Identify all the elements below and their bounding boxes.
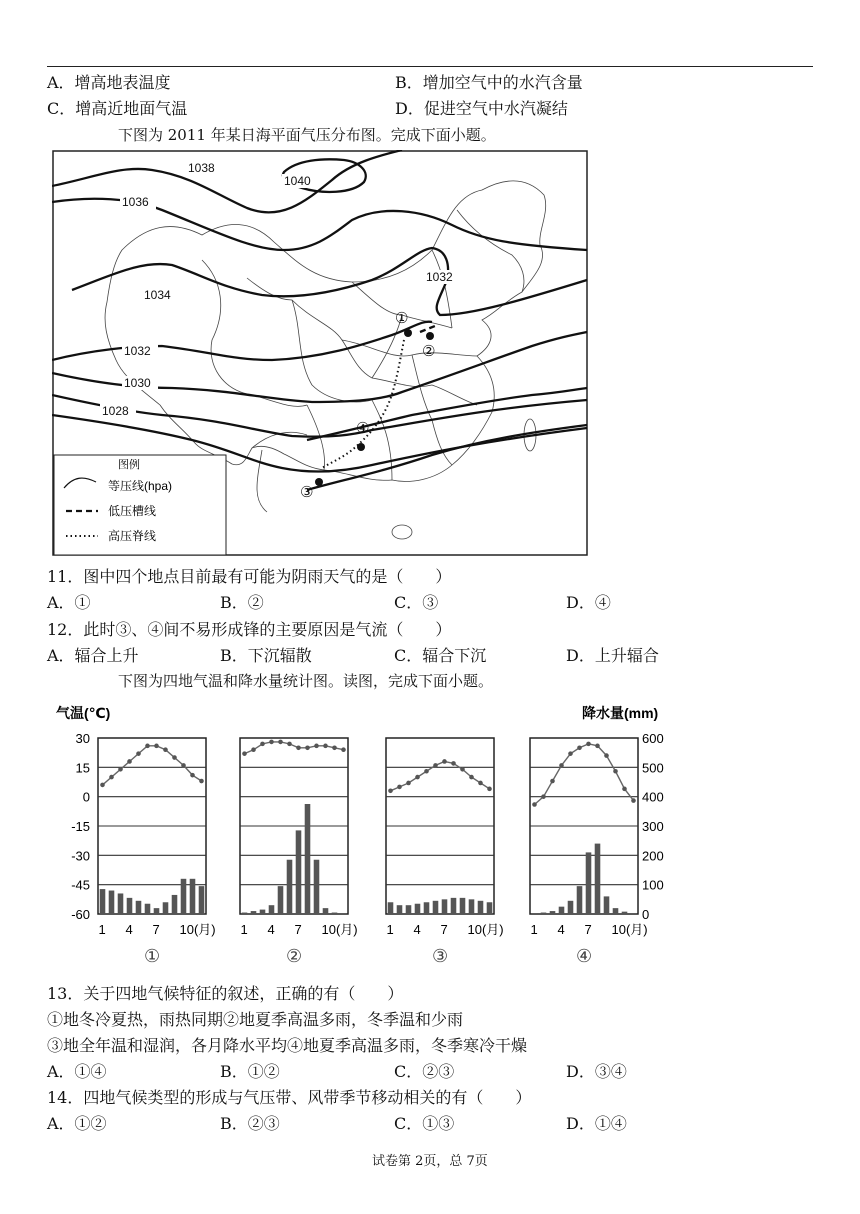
temp-point [388,789,393,794]
q13-option-d: D．③④ [566,1062,627,1081]
precip-bar [323,908,329,914]
temp-point [251,747,256,752]
temp-point [541,794,546,799]
q13-line1: ①地冬冷夏热，雨热同期②地夏季高温多雨，冬季温和少雨 [47,1010,464,1029]
precip-bar [442,899,448,914]
legend-trough-label: 低压槽线 [108,504,157,518]
q13-option-b: B．①② [220,1062,280,1081]
precip-bar [314,860,320,914]
precip-bar [559,907,565,914]
precip-bar [118,893,124,914]
precip-bar [433,901,439,914]
point-1-label: ① [395,310,409,327]
precip-bar [541,913,547,914]
climate-intro: 下图为四地气温和降水量统计图。读图，完成下面小题。 [118,672,494,690]
temp-point [323,744,328,749]
temp-point [478,781,483,786]
temp-point [136,751,141,756]
q14-option-a: A．①② [47,1114,107,1133]
precip-axis-label: 降水量(mm) [582,705,659,721]
map-intro: 下图为 2011 年某日海平面气压分布图。完成下面小题。 [118,126,496,144]
temp-point [451,761,456,766]
climate-panel-4 [530,738,648,966]
temp-point [314,744,319,749]
q12-option-c: C．辐合下沉 [394,646,487,665]
precip-bar [287,860,293,914]
precip-tick-label: 600 [642,731,664,746]
precip-bar [163,902,169,914]
precip-bar [127,898,133,914]
temp-point [127,759,132,764]
precip-bar [487,902,493,914]
temp-point [341,747,346,752]
header-rule [47,66,813,67]
precip-bar [550,911,556,914]
isobar-label-1030: 1030 [124,376,151,390]
precip-bar [424,902,430,914]
precip-bar [478,901,484,914]
x-tick-label: 10(月) [321,922,358,937]
isobar-label-1032-east: 1032 [426,270,453,284]
q14-option-c: C．①③ [394,1114,455,1133]
temp-point [269,740,274,745]
precip-bar [145,904,151,914]
temp-point [278,740,283,745]
q14-option-b: B．②③ [220,1114,280,1133]
precip-bar [181,879,187,914]
climate-panel-3 [386,738,504,966]
panel-label: ④ [576,946,593,966]
point-1-marker [404,329,412,337]
temp-point [631,798,636,803]
point-3-label: ③ [300,484,314,501]
precip-bar [269,905,275,914]
q11-option-b: B．② [220,593,264,612]
map-legend [54,455,226,555]
temp-point [577,745,582,750]
q12-option-b: B．下沉辐散 [220,646,312,665]
temp-point [568,751,573,756]
isobar-label-1040: 1040 [284,174,311,188]
precip-bar [613,908,619,914]
x-tick-label: 1 [530,922,538,937]
q11-option-c: C．③ [394,593,439,612]
precip-tick-label: 400 [642,789,664,805]
precip-bar [577,886,583,914]
temp-point [433,763,438,768]
precip-bar [568,901,574,914]
temp-tick-label: -60 [71,907,90,922]
precip-bar [136,901,142,914]
q13-stem: 13．关于四地气候特征的叙述，正确的有（ ） [47,984,404,1003]
q10-option-b: B．增加空气中的水汽含量 [395,73,583,92]
isobar-label-1028: 1028 [102,404,129,418]
temp-point [199,779,204,784]
precip-bar [631,913,637,914]
precip-bar [100,889,106,914]
q11-stem: 11．图中四个地点目前最有可能为阴雨天气的是（ ） [47,567,452,586]
precip-bar [190,879,196,914]
temp-point [595,744,600,749]
temp-point [559,763,564,768]
point-4-label: ④ [356,420,370,437]
q13-option-a: A．①④ [47,1062,107,1081]
temp-point [550,779,555,784]
temp-point [163,747,168,752]
isobar-label-1036: 1036 [122,195,149,209]
precip-bar [296,830,302,914]
panel-label: ② [286,946,303,966]
temp-point [172,755,177,760]
temp-point [181,763,186,768]
isobar-label-1032-west: 1032 [124,344,151,358]
temp-point [296,745,301,750]
temp-tick-label: -45 [71,877,90,893]
q14-option-d: D．①④ [566,1114,627,1133]
precip-tick-label: 100 [642,877,664,893]
point-3-marker [315,478,323,486]
isobar-label-1034: 1034 [144,288,171,302]
legend-title: 图例 [118,459,140,471]
x-tick-label: 1 [240,922,248,937]
temp-point [305,745,310,750]
temp-tick-label: 30 [75,731,90,746]
x-tick-label: 10(月) [611,922,648,937]
temp-point [154,744,159,749]
temp-point [469,775,474,780]
point-4-marker [357,443,365,451]
point-2-label: ② [422,343,436,360]
q12-stem: 12．此时③、④间不易形成锋的主要原因是气流（ ） [47,620,452,639]
q11-option-d: D．④ [566,593,611,612]
x-tick-label: 1 [98,922,106,937]
legend-isobar-label: 等压线(hpa) [108,479,173,493]
q12-option-d: D．上升辐合 [566,646,659,665]
precip-tick-label: 300 [642,819,664,834]
precip-bar [305,804,311,914]
legend-ridge-label: 高压脊线 [108,529,157,543]
point-2-marker [426,332,434,340]
temp-point [145,744,150,749]
precip-bar [172,895,178,914]
temp-point [622,787,627,792]
temp-point [332,745,337,750]
x-tick-label: 4 [557,922,565,937]
x-tick-label: 1 [386,922,394,937]
temp-point [442,759,447,764]
x-tick-label: 4 [125,922,133,937]
precip-tick-label: 0 [642,907,650,922]
climate-charts [40,698,690,970]
x-tick-label: 7 [152,922,160,937]
q13-line2: ③地全年温和湿润，各月降水平均④地夏季高温多雨，冬季寒冷干燥 [47,1036,528,1055]
precip-bar [260,910,266,914]
x-tick-label: 7 [294,922,302,937]
q11-option-a: A．① [47,593,91,612]
q13-option-c: C．②③ [394,1062,455,1081]
temp-point [604,753,609,758]
temp-tick-label: -30 [71,848,90,864]
temp-point [406,781,411,786]
x-tick-label: 7 [440,922,448,937]
precip-bar [242,913,248,914]
precip-bar [586,852,592,914]
x-tick-label: 4 [267,922,275,937]
precip-tick-label: 500 [642,760,664,776]
temp-tick-label: 15 [75,760,90,776]
precip-bar [397,905,403,914]
panel-label: ③ [432,946,449,966]
temp-point [532,802,537,807]
precip-bar [604,896,610,914]
q10-option-a: A．增高地表温度 [47,73,171,92]
precip-bar [278,886,284,914]
precip-bar [341,913,347,914]
temp-tick-label: -15 [71,819,90,834]
temp-point [118,767,123,772]
precip-bar [199,886,205,914]
q12-option-a: A．辐合上升 [47,646,139,665]
temp-point [242,751,247,756]
x-tick-label: 10(月) [467,922,504,937]
temp-axis-label: 气温(℃) [56,705,111,721]
x-tick-label: 7 [584,922,592,937]
q10-option-d: D．促进空气中水汽凝结 [395,99,568,118]
temp-point [487,787,492,792]
isobar-label-1038: 1038 [188,161,215,175]
temp-point [586,742,591,747]
precip-bar [154,908,160,914]
x-tick-label: 10(月) [179,922,216,937]
panel-label: ① [144,946,161,966]
precip-bar [460,898,466,914]
temp-point [109,775,114,780]
climate-panel-1 [98,738,216,966]
precip-bar [109,891,115,914]
temp-point [190,773,195,778]
precip-bar [251,911,257,914]
precip-tick-label: 200 [642,848,664,864]
precip-bar [451,898,457,914]
temp-point [460,767,465,772]
precip-bar [388,902,394,914]
precip-bar [332,913,338,914]
precip-bar [415,904,421,914]
q10-option-c: C．增高近地面气温 [47,99,188,118]
temp-point [415,775,420,780]
temp-point [260,742,265,747]
precip-bar [622,912,628,914]
temp-point [424,769,429,774]
precip-bar [595,844,601,914]
q14-stem: 14．四地气候类型的形成与气压带、风带季节移动相关的有（ ） [47,1088,532,1107]
temp-point [100,783,105,788]
temp-tick-label: 0 [82,789,90,805]
x-tick-label: 4 [413,922,421,937]
precip-bar [532,913,538,914]
temp-point [613,769,618,774]
temp-point [397,785,402,790]
climate-panel-2 [240,738,358,966]
temp-point [287,742,292,747]
precip-bar [406,905,412,914]
precip-bar [469,899,475,914]
page-footer: 试卷第 2页，总 7页 [372,1154,488,1169]
pressure-map [52,150,592,558]
